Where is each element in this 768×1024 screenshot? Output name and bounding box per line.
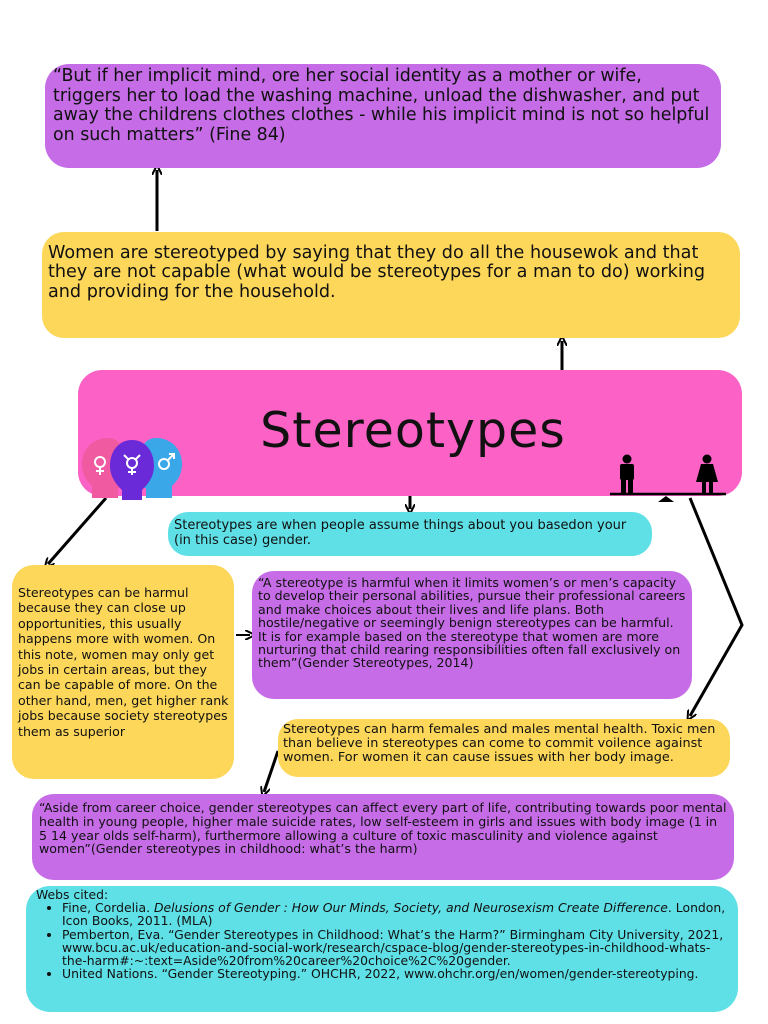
entry-title: Delusions of Gender : How Our Minds, Society, and Neurosexism Create Difference xyxy=(153,900,668,916)
quote-bottom-box xyxy=(32,794,734,880)
definition-text: Stereotypes are when people assume things about you basedon your (in this case) gender. xyxy=(174,518,627,548)
entry-details: “Gender Stereotypes in Childhood: What’s the Harm?” Birmingham City University, 2021, www.bcu.ac.uk/education-and-social-work/research/cspace-blog/gender-stereotypes-in-childhood-whats-the-harm#:~:text=Aside%20from%20career%20choice%2C%20gender. xyxy=(62,926,724,969)
mental-health-text: Stereotypes can harm females and males mental health. Toxic men than believe in stereotypes can come to commit voilence against women. For women it can cause issues with her body image. xyxy=(283,722,716,766)
quote-top-box xyxy=(45,64,721,168)
quote-mid-box xyxy=(252,571,692,699)
definition-box xyxy=(168,512,652,556)
harmful-box xyxy=(12,565,234,779)
works-cited-entry xyxy=(62,901,728,927)
title-box xyxy=(78,370,742,496)
works-cited-list xyxy=(36,901,728,980)
works-cited-entry xyxy=(62,967,728,980)
gender-heads-icon xyxy=(78,430,188,500)
arrow-mental-to-quote xyxy=(264,751,278,792)
mental-health-box xyxy=(278,719,730,777)
entry-details: “Gender Stereotyping.” OHCHR, 2022, www.ohchr.org/en/women/gender-stereotyping. xyxy=(161,966,699,982)
entry-author: Fine, Cordelia. xyxy=(62,900,154,916)
page-title: Stereotypes xyxy=(260,402,566,459)
entry-details: . London, Icon Books, 2011. (MLA) xyxy=(62,900,726,929)
entry-author: Pemberton, Eva. xyxy=(62,926,169,942)
works-cited-box xyxy=(26,886,738,1012)
quote-top-text: “But if her implicit mind, ore her social identity as a mother or wife, triggers her to load the washing machine, unload the dishwasher, and put away the childrens clothes clothes - while his implicit mind is not so helpful on such matters” (Fine 84) xyxy=(53,66,710,145)
entry-author: United Nations. xyxy=(62,966,162,982)
arrow-title-to-harmful xyxy=(48,498,106,564)
women-stereotype-text: Women are stereotyped by saying that they do all the housewok and that they are not capable (what would be stereotypes for a man to do) working and providing for the household. xyxy=(48,243,706,302)
harmful-text: Stereotypes can be harmul because they can close up opportunities, this usually happens more with women. On this note, women may only get jobs in certain areas, but they can be capable of more. On the other hand, men, get higher rank jobs because society stereotypes them as superior xyxy=(18,585,229,739)
scale-man-woman-icon xyxy=(608,452,728,502)
women-stereotype-box xyxy=(42,232,740,338)
arrow-title-to-mental xyxy=(690,498,742,716)
works-cited-heading: Webs cited: xyxy=(36,887,109,902)
quote-bottom-text: “Aside from career choice, gender stereotypes can affect every part of life, contributing towards poor mental health in young people, higher male suicide rates, low self-esteem in girls and issues with body image (1 in 5 14 year olds self-harm), furthermore allowing a culture of toxic masculinity and violence against women”(Gender stereotypes in childhood: what’s the harm) xyxy=(39,800,727,857)
quote-mid-text: “A stereotype is harmful when it limits women’s or men’s capacity to develop their personal abilities, pursue their professional careers and make choices about their lives and life plans. Both hostile/negative or seemingly benign stereotypes can be harmful. It is for example based on the stereotype that women are more nurturing that child rearing responsibilities often fall exclusively on them”(Gender Stereotypes, 2014) xyxy=(258,575,686,671)
works-cited-entry xyxy=(62,928,728,968)
